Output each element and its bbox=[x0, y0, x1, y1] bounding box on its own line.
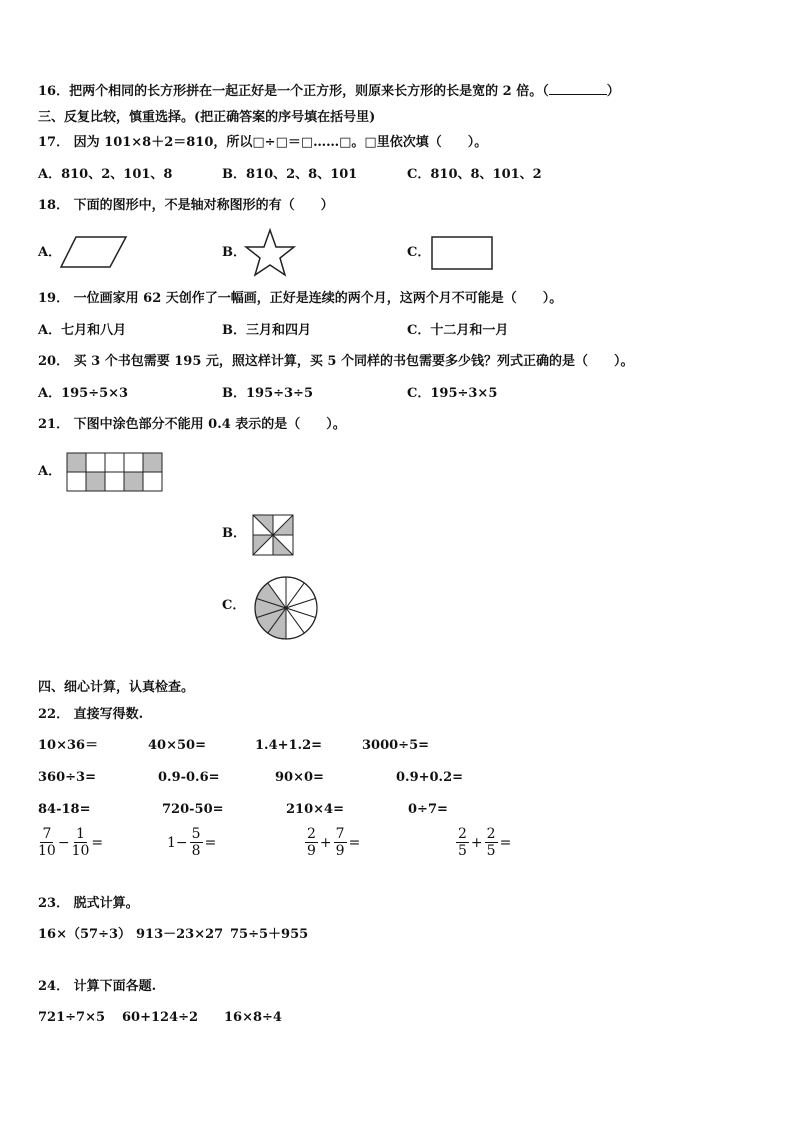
question-17-option-a: A．810、2、101、8 bbox=[38, 167, 173, 182]
calc-2-4: 0.9+0.2= bbox=[396, 770, 464, 785]
question-21-text: 21． 下图中涂色部分不能用 0.4 表示的是（ ）。 bbox=[38, 417, 346, 432]
question-21-label-b: B． bbox=[222, 526, 246, 541]
denominator: 9 bbox=[335, 843, 345, 859]
numerator: 2 bbox=[486, 826, 496, 842]
question-16 bbox=[38, 84, 620, 100]
operator: + bbox=[470, 834, 483, 851]
equals-sign: = bbox=[499, 834, 512, 851]
numerator: 1 bbox=[76, 826, 85, 842]
question-23-item-2: 913－23×27 bbox=[136, 927, 224, 942]
rectangle-figure bbox=[431, 236, 493, 270]
equals-sign: = bbox=[204, 834, 217, 851]
numerator: 2 bbox=[458, 826, 467, 842]
calc-1-2: 40×50= bbox=[148, 738, 206, 753]
section-4-heading: 四、细心计算，认真检查。 bbox=[38, 680, 195, 695]
calc-3-2: 720-50= bbox=[162, 802, 224, 817]
question-18-label-a: A． bbox=[38, 245, 62, 260]
question-23-text: 23． 脱式计算。 bbox=[38, 896, 139, 911]
question-16-text: 16．把两个相同的长方形拼在一起正好是一个正方形，则原来长方形的长是宽的 2 倍。（ bbox=[38, 84, 549, 99]
denominator: 8 bbox=[191, 843, 201, 859]
question-17-text: 17． 因为 101×8＋2＝810，所以□÷□＝□……□。□里依次填（ ）。 bbox=[38, 135, 488, 150]
circle-figure-c bbox=[253, 575, 319, 641]
section-3-heading: 三、反复比较，慎重选择。(把正确答案的序号填在括号里) bbox=[38, 110, 376, 125]
square-figure-b bbox=[252, 514, 294, 556]
question-19-option-c: C．十二月和一月 bbox=[407, 323, 509, 338]
calc-3-3: 210×4= bbox=[286, 802, 344, 817]
operator: − bbox=[57, 834, 70, 851]
question-18-text: 18． 下面的图形中，不是轴对称图形的有（ ） bbox=[38, 198, 334, 213]
calc-2-1: 360÷3= bbox=[38, 770, 96, 785]
question-19-option-a: A．七月和八月 bbox=[38, 323, 127, 338]
fraction-expression-2 bbox=[165, 826, 218, 859]
calc-1-4: 3000÷5= bbox=[362, 738, 430, 753]
numerator: 7 bbox=[335, 826, 345, 842]
question-24-item-3: 16×8÷4 bbox=[224, 1010, 282, 1025]
grid-figure-a bbox=[66, 452, 164, 492]
denominator: 5 bbox=[486, 843, 496, 859]
question-19-option-b: B．三月和四月 bbox=[222, 323, 311, 338]
calc-1-3: 1.4+1.2= bbox=[255, 738, 323, 753]
question-21-label-c: C． bbox=[222, 598, 246, 613]
calc-3-4: 0÷7= bbox=[408, 802, 448, 817]
question-21-label-a: A． bbox=[38, 464, 62, 479]
operator: + bbox=[319, 834, 332, 851]
denominator: 10 bbox=[38, 843, 56, 859]
parallelogram-figure bbox=[60, 236, 130, 270]
question-23-item-3: 75÷5＋955 bbox=[230, 927, 309, 942]
question-19-text: 19． 一位画家用 62 天创作了一幅画，正好是连续的两个月，这两个月不可能是（ ）。 bbox=[38, 291, 563, 306]
question-24-item-1: 721÷7×5 bbox=[38, 1010, 106, 1025]
calc-2-3: 90×0= bbox=[275, 770, 324, 785]
question-16-close: ） bbox=[606, 84, 620, 99]
question-20-text: 20． 买 3 个书包需要 195 元，照这样计算，买 5 个同样的书包需要多少钱？列式正确的是（ ）。 bbox=[38, 354, 634, 369]
question-23-item-1: 16×（57÷3） bbox=[38, 927, 132, 942]
calc-3-1: 84-18= bbox=[38, 802, 91, 817]
numerator: 5 bbox=[191, 826, 201, 842]
answer-blank[interactable] bbox=[549, 84, 607, 95]
whole-minus: 1− bbox=[167, 834, 188, 851]
numerator: 7 bbox=[42, 826, 52, 842]
star-figure bbox=[244, 229, 296, 277]
question-24-item-2: 60+124÷2 bbox=[122, 1010, 199, 1025]
question-18-label-b: B． bbox=[222, 245, 246, 260]
fraction-expression-3 bbox=[305, 826, 362, 859]
equals-sign: = bbox=[348, 834, 361, 851]
numerator: 2 bbox=[307, 826, 316, 842]
question-20-option-c: C．195÷3×5 bbox=[407, 386, 498, 401]
question-17-option-c: C．810、8、101、2 bbox=[407, 167, 542, 182]
denominator: 9 bbox=[307, 843, 316, 859]
equals-sign: = bbox=[91, 834, 104, 851]
question-24-text: 24． 计算下面各题. bbox=[38, 979, 157, 994]
denominator: 5 bbox=[458, 843, 467, 859]
calc-2-2: 0.9-0.6= bbox=[158, 770, 220, 785]
question-20-option-a: A．195÷5×3 bbox=[38, 386, 129, 401]
question-20-option-b: B．195÷3÷5 bbox=[222, 386, 314, 401]
calc-1-1: 10×36＝ bbox=[38, 738, 99, 753]
question-17-option-b: B．810、2、8、101 bbox=[222, 167, 358, 182]
fraction-expression-4 bbox=[456, 826, 513, 859]
denominator: 10 bbox=[71, 843, 90, 859]
fraction-expression-1 bbox=[38, 826, 105, 859]
question-18-label-c: C． bbox=[407, 245, 431, 260]
question-22-text: 22． 直接写得数. bbox=[38, 707, 144, 722]
